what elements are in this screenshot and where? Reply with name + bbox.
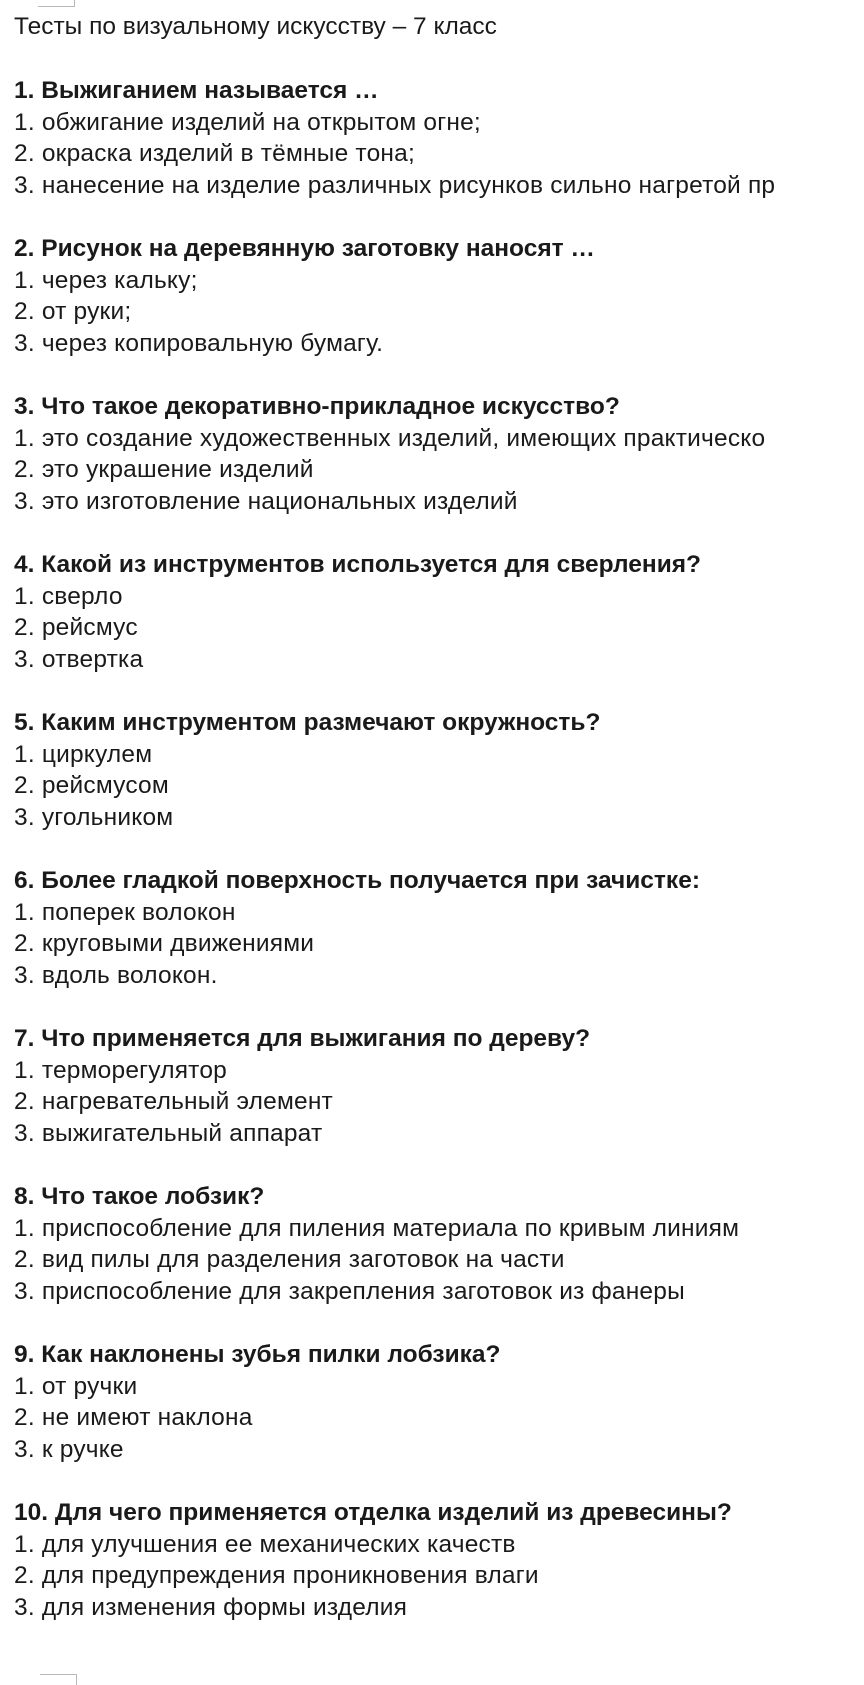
question-text: 1. Выжиганием называется … <box>14 77 379 104</box>
question-4 <box>14 549 864 675</box>
answer-option: 3. нанесение на изделие различных рисунков сильно нагретой пр <box>14 171 776 199</box>
question-3 <box>14 391 864 517</box>
answer-option: 3. отвертка <box>14 645 144 673</box>
question-text: 4. Какой из инструментов используется для сверления? <box>14 551 702 578</box>
answer-option: 1. циркулем <box>14 740 153 768</box>
question-9 <box>14 1339 864 1465</box>
answer-option: 3. вдоль волокон. <box>14 961 218 989</box>
question-5 <box>14 707 864 833</box>
answer-option: 1. это создание художественных изделий, имеющих практическо <box>14 424 766 452</box>
answer-option: 2. окраска изделий в тёмные тона; <box>14 140 415 167</box>
question-text: 5. Каким инструментом размечают окружность? <box>14 709 601 736</box>
answer-option: 1. сверло <box>14 582 123 610</box>
answer-option: 1. для улучшения ее механических качеств <box>14 1530 516 1558</box>
question-text: 10. Для чего применяется отделка изделий из древесины? <box>14 1499 732 1526</box>
answer-option: 2. от руки; <box>14 298 132 325</box>
answer-option: 1. обжигание изделий на открытом огне; <box>14 108 481 136</box>
document-title: Тесты по визуальному искусству – 7 класс <box>14 13 497 40</box>
answer-option: 3. выжигательный аппарат <box>14 1119 323 1147</box>
answer-option: 2. круговыми движениями <box>14 930 315 957</box>
question-text: 2. Рисунок на деревянную заготовку наносят … <box>14 235 595 262</box>
question-7 <box>14 1023 864 1149</box>
question-text: 8. Что такое лобзик? <box>14 1183 265 1210</box>
answer-option: 3. это изготовление национальных изделий <box>14 487 518 515</box>
answer-option: 1. от ручки <box>14 1372 138 1400</box>
answer-option: 2. это украшение изделий <box>14 456 314 483</box>
question-8 <box>14 1181 864 1307</box>
answer-option: 2. вид пилы для разделения заготовок на части <box>14 1246 565 1273</box>
answer-option: 1. терморегулятор <box>14 1056 227 1084</box>
question-text: 7. Что применяется для выжигания по дереву? <box>14 1025 591 1052</box>
page-corner-mark-top <box>38 0 75 7</box>
answer-option: 1. через кальку; <box>14 266 198 294</box>
question-text: 9. Как наклонены зубья пилки лобзика? <box>14 1341 501 1368</box>
question-1 <box>14 75 864 201</box>
answer-option: 2. рейсмусом <box>14 772 169 799</box>
answer-option: 3. для изменения формы изделия <box>14 1593 408 1621</box>
page-corner-mark-bottom <box>40 1674 77 1685</box>
document-body <box>14 11 864 1655</box>
question-2 <box>14 233 864 359</box>
answer-option: 2. нагревательный элемент <box>14 1088 333 1115</box>
question-6 <box>14 865 864 991</box>
answer-option: 3. приспособление для закрепления заготовок из фанеры <box>14 1277 685 1305</box>
answer-option: 1. приспособление для пиления материала по кривым линиям <box>14 1214 740 1242</box>
answer-option: 2. для предупреждения проникновения влаги <box>14 1562 539 1589</box>
question-text: 3. Что такое декоративно-прикладное искусство? <box>14 393 620 420</box>
answer-option: 1. поперек волокон <box>14 898 236 926</box>
answer-option: 3. угольником <box>14 803 174 831</box>
answer-option: 3. к ручке <box>14 1435 124 1463</box>
question-text: 6. Более гладкой поверхность получается при зачистке: <box>14 867 700 894</box>
answer-option: 3. через копировальную бумагу. <box>14 329 384 357</box>
answer-option: 2. не имеют наклона <box>14 1404 253 1431</box>
question-10 <box>14 1497 864 1623</box>
answer-option: 2. рейсмус <box>14 614 138 641</box>
